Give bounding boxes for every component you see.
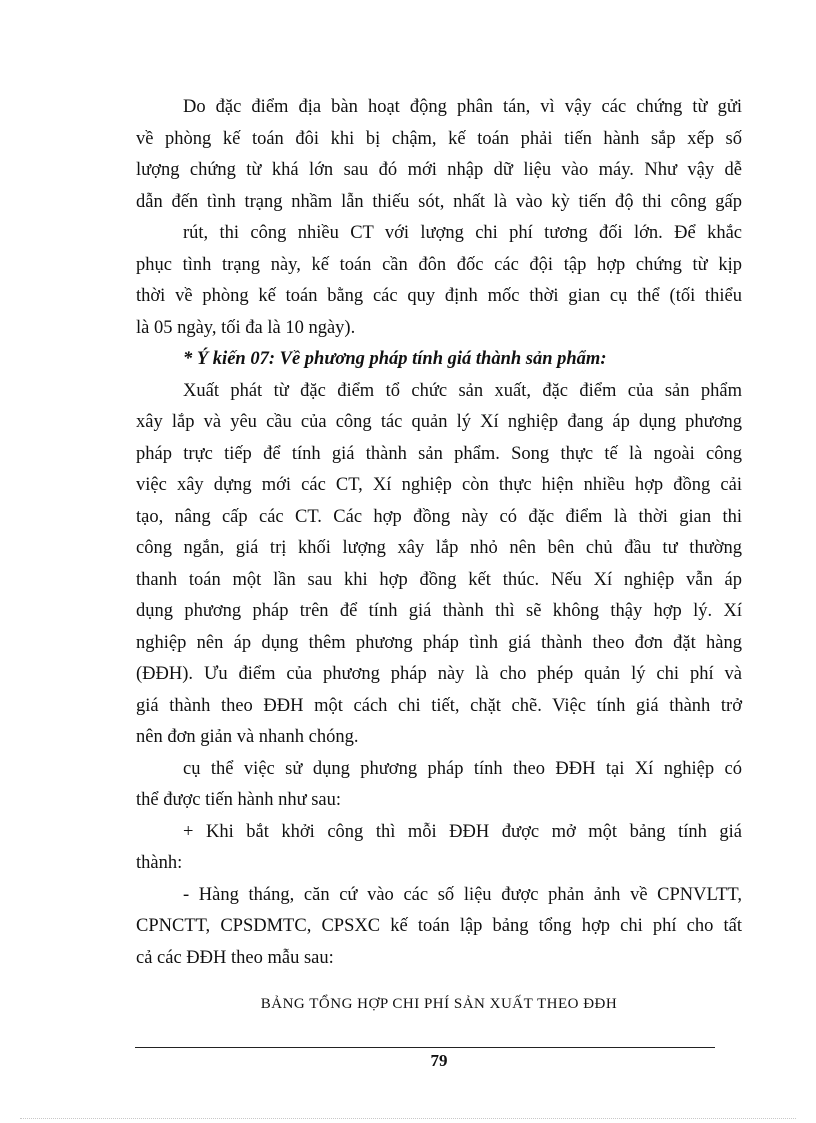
text-line: dụng phương pháp trên để tính giá thành thì sẽ không thậy hợp lý. Xí xyxy=(136,601,742,621)
text-line: lượng chứng từ khá lớn sau đó mới nhập dữ liệu vào máy. Như vậy dễ xyxy=(136,160,742,180)
text-line: Xuất phát từ đặc điểm tổ chức sản xuất, đặc điểm của sản phẩm xyxy=(183,380,742,401)
table-title: BẢNG TỔNG HỢP CHI PHÍ SẢN XUẤT THEO ĐĐH xyxy=(260,996,618,1012)
text-line: tạo, nâng cấp các CT. Các hợp đồng này có đặc điểm là thời gian thi xyxy=(136,506,742,527)
text-line: việc xây dựng mới các CT, Xí nghiệp còn thực hiện nhiều hợp đồng cải xyxy=(136,475,742,495)
text-line: là 05 ngày, tối đa là 10 ngày). xyxy=(136,317,356,338)
text-line: Do đặc điểm địa bàn hoạt động phân tán, vì vậy các chứng từ gửi xyxy=(183,97,742,117)
text-line: + Khi bắt khởi công thì mỗi ĐĐH được mở một bảng tính giá xyxy=(183,821,742,842)
text-line: pháp trực tiếp để tính giá thành sản phẩm. Song thực tế là ngoài công xyxy=(136,443,742,464)
text-line: thành: xyxy=(136,853,183,873)
page-bottom-edge xyxy=(20,1118,796,1119)
paragraph-5 xyxy=(136,817,742,880)
page-number: 79 xyxy=(430,1051,448,1070)
text-line: thể được tiến hành như sau: xyxy=(136,790,342,810)
paragraph-3 xyxy=(136,376,742,754)
text-line: thời về phòng kế toán bằng các quy định mốc thời gian cụ thể (tối thiểu xyxy=(136,286,742,306)
paragraph-1 xyxy=(136,92,742,218)
text-line: phục tình trạng này, kế toán cần đôn đốc các đội tập hợp chứng từ kịp xyxy=(136,254,742,275)
text-line: về phòng kế toán đôi khi bị chậm, kế toán phải tiến hành sắp xếp số xyxy=(136,128,742,149)
section-heading xyxy=(136,344,742,376)
paragraph-6 xyxy=(136,880,742,975)
text-line: xây lắp và yêu cầu của công tác quản lý Xí nghiệp đang áp dụng phương xyxy=(136,412,742,432)
text-line: nghiệp nên áp dụng thêm phương pháp tình giá thành theo đơn đặt hàng xyxy=(136,632,742,653)
text-line: CPNCTT, CPSDMTC, CPSXC kế toán lập bảng tổng hợp chi phí cho tất xyxy=(136,916,742,936)
text-line: dẫn đến tình trạng nhầm lẫn thiếu sót, nhất là vào kỳ tiến độ thi công gấp xyxy=(136,191,742,212)
text-line: (ĐĐH). Ưu điểm của phương pháp này là cho phép quản lý chi phí và xyxy=(136,664,742,684)
text-line: giá thành theo ĐĐH một cách chi tiết, chặt chẽ. Việc tính giá thành trở xyxy=(136,695,742,716)
body-text xyxy=(136,92,742,974)
text-line: cả các ĐĐH theo mẫu sau: xyxy=(136,947,334,968)
text-line: nên đơn giản và nhanh chóng. xyxy=(136,727,359,747)
text-line: thanh toán một lần sau khi hợp đồng kết thúc. Nếu Xí nghiệp vẫn áp xyxy=(136,569,742,590)
footer-divider xyxy=(135,1047,715,1048)
text-line: cụ thể việc sử dụng phương pháp tính theo ĐĐH tại Xí nghiệp có xyxy=(183,758,742,779)
paragraph-4 xyxy=(136,754,742,817)
text-line: công ngắn, giá trị khối lượng xây lắp nhỏ nên bên chủ đầu tư thường xyxy=(136,538,742,558)
text-line: rút, thi công nhiều CT với lượng chi phí tương đối lớn. Để khắc xyxy=(183,223,742,243)
text-line: - Hàng tháng, căn cứ vào các số liệu được phản ảnh về CPNVLTT, xyxy=(183,884,742,905)
heading-text: * Ý kiến 07: Về phương pháp tính giá thành sản phẩm: xyxy=(183,349,607,369)
paragraph-2 xyxy=(136,218,742,344)
